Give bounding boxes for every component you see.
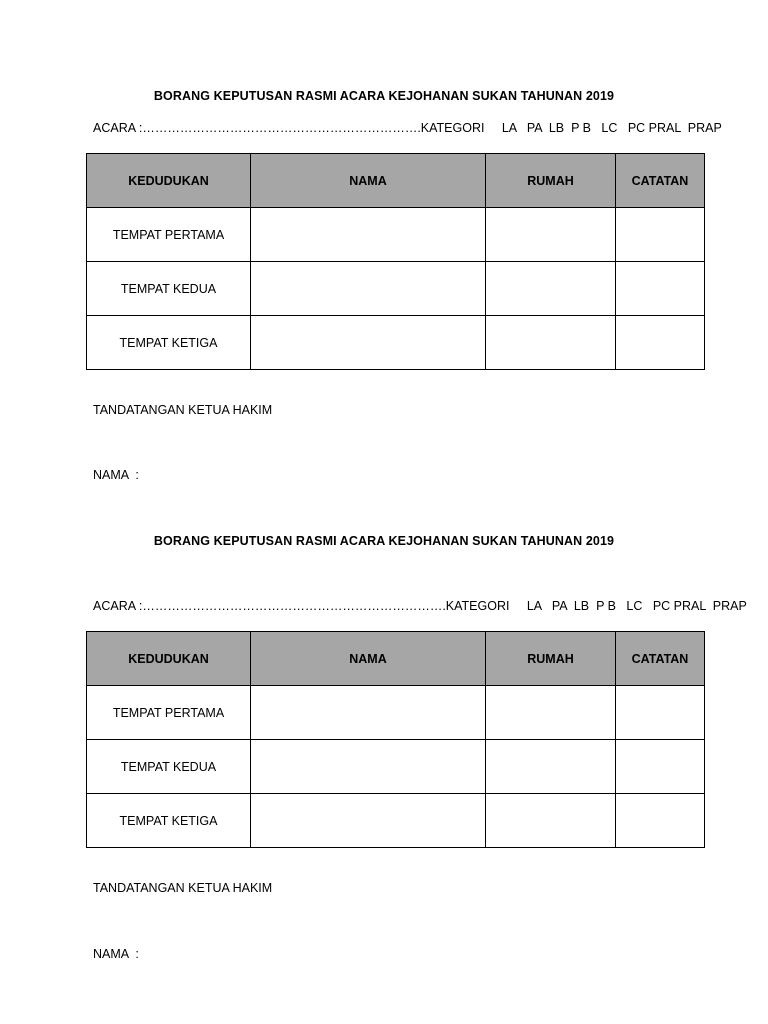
acara-kategori-line: ACARA :……………………………………………………………….KATEGORI LA PA LB P B LC PC PRAL PRAP	[93, 599, 747, 613]
rumah-cell[interactable]	[486, 740, 616, 794]
rumah-cell[interactable]	[486, 316, 616, 370]
table-row	[87, 262, 705, 316]
name-label: NAMA :	[93, 468, 139, 482]
nama-cell[interactable]	[251, 686, 486, 740]
position-cell: TEMPAT PERTAMA	[87, 686, 251, 740]
table-row	[87, 794, 705, 848]
header-catatan: CATATAN	[616, 632, 705, 686]
nama-cell[interactable]	[251, 208, 486, 262]
header-rumah: RUMAH	[486, 632, 616, 686]
acara-kategori-line: ACARA :………………………………………………………….KATEGORI LA PA LB P B LC PC PRAL PRAP	[93, 121, 722, 135]
table-header-row	[87, 632, 705, 686]
catatan-cell[interactable]	[616, 794, 705, 848]
table-header-row	[87, 154, 705, 208]
position-cell: TEMPAT KETIGA	[87, 316, 251, 370]
header-nama: NAMA	[251, 632, 486, 686]
rumah-cell[interactable]	[486, 262, 616, 316]
signature-label: TANDATANGAN KETUA HAKIM	[93, 881, 273, 895]
header-nama: NAMA	[251, 154, 486, 208]
header-kedudukan: KEDUDUKAN	[87, 632, 251, 686]
catatan-cell[interactable]	[616, 740, 705, 794]
rumah-cell[interactable]	[486, 208, 616, 262]
table-row	[87, 740, 705, 794]
catatan-cell[interactable]	[616, 316, 705, 370]
catatan-cell[interactable]	[616, 208, 705, 262]
position-cell: TEMPAT KETIGA	[87, 794, 251, 848]
position-cell: TEMPAT KEDUA	[87, 740, 251, 794]
results-table	[86, 153, 705, 370]
form-title: BORANG KEPUTUSAN RASMI ACARA KEJOHANAN SUKAN TAHUNAN 2019	[153, 534, 615, 548]
catatan-cell[interactable]	[616, 686, 705, 740]
table-row	[87, 316, 705, 370]
form-title: BORANG KEPUTUSAN RASMI ACARA KEJOHANAN SUKAN TAHUNAN 2019	[153, 89, 615, 103]
catatan-cell[interactable]	[616, 262, 705, 316]
table-row	[87, 686, 705, 740]
results-table	[86, 631, 705, 848]
nama-cell[interactable]	[251, 316, 486, 370]
position-cell: TEMPAT KEDUA	[87, 262, 251, 316]
table-row	[87, 208, 705, 262]
header-kedudukan: KEDUDUKAN	[87, 154, 251, 208]
header-catatan: CATATAN	[616, 154, 705, 208]
nama-cell[interactable]	[251, 740, 486, 794]
nama-cell[interactable]	[251, 794, 486, 848]
rumah-cell[interactable]	[486, 794, 616, 848]
header-rumah: RUMAH	[486, 154, 616, 208]
signature-label: TANDATANGAN KETUA HAKIM	[93, 403, 273, 417]
position-cell: TEMPAT PERTAMA	[87, 208, 251, 262]
rumah-cell[interactable]	[486, 686, 616, 740]
name-label: NAMA :	[93, 947, 139, 961]
nama-cell[interactable]	[251, 262, 486, 316]
